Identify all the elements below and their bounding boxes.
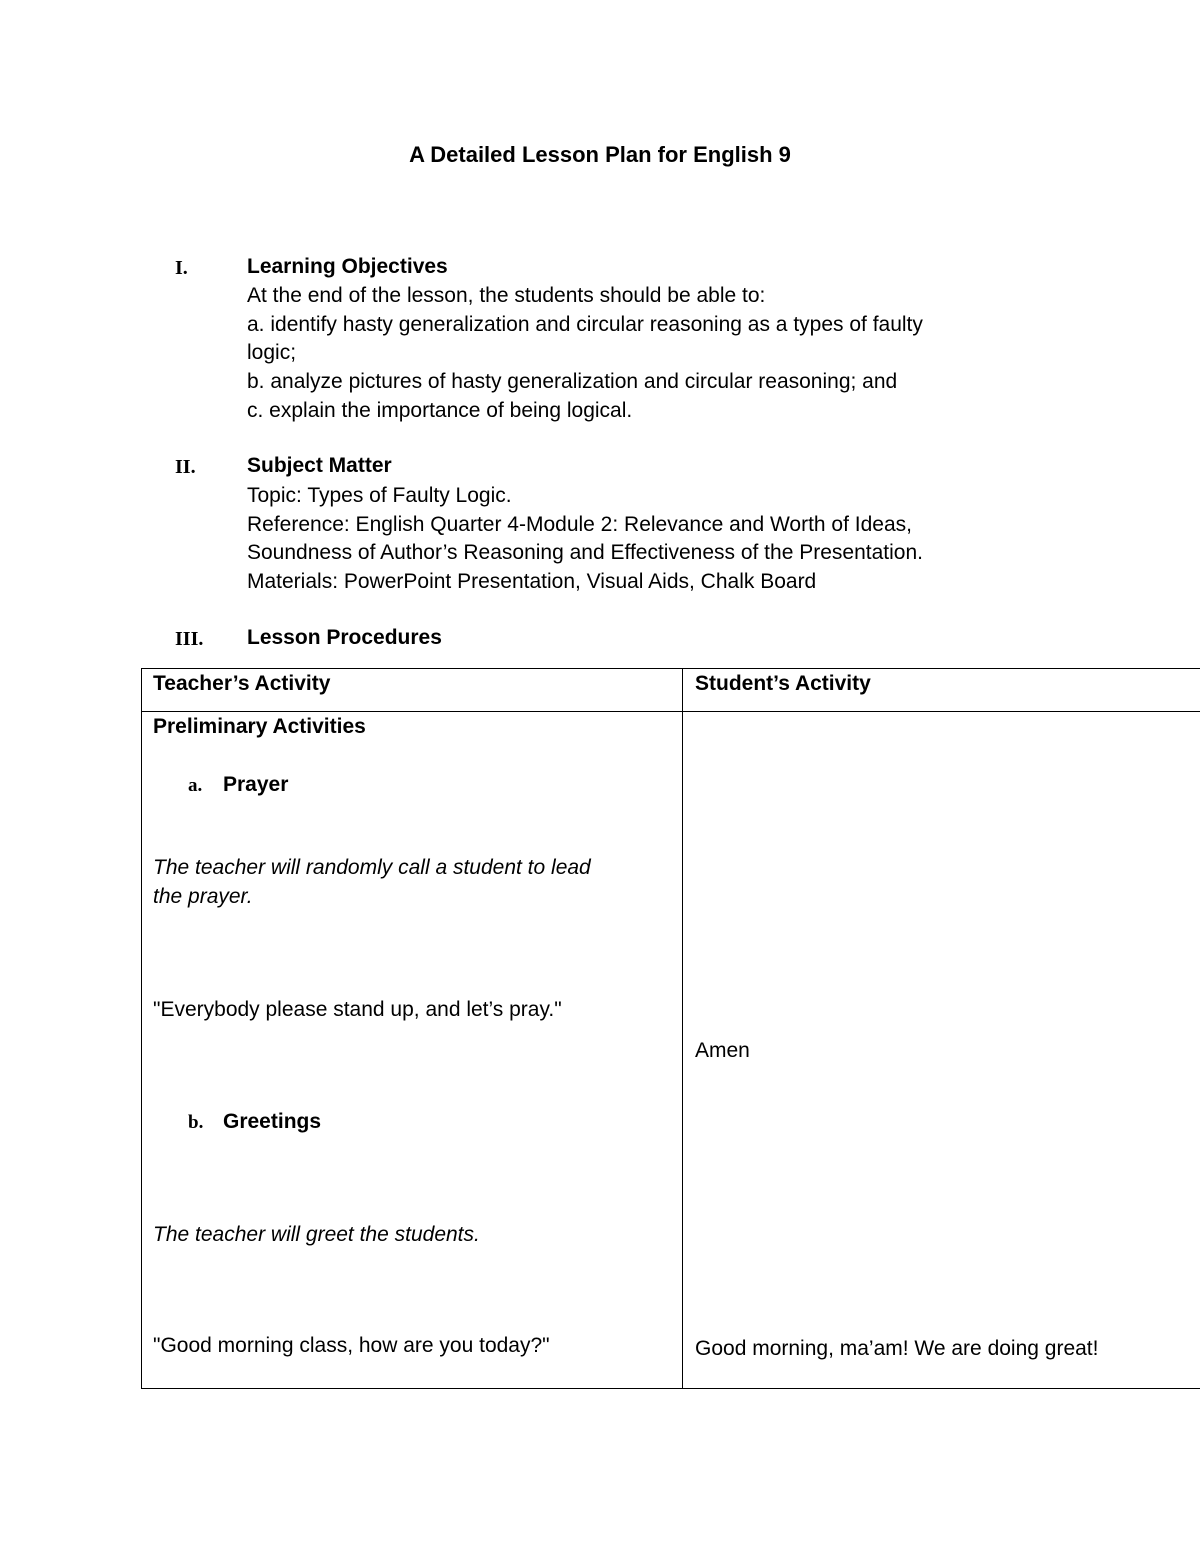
greetings-heading: Greetings [223,1110,322,1133]
materials-line: Materials: PowerPoint Presentation, Visual Aids, Chalk Board [247,570,817,594]
header-student-activity: Student’s Activity [695,672,871,695]
section-heading: Learning Objectives [247,255,448,278]
reference-line: Reference: English Quarter 4-Module 2: Relevance and Worth of Ideas, [247,512,912,536]
header-teacher-activity: Teacher’s Activity [153,672,331,695]
greetings-instruction: The teacher will greet the students. [153,1223,480,1246]
section-heading: Lesson Procedures [247,626,442,649]
objective-b: b. analyze pictures of hasty generalization and circular reasoning; and [247,370,898,394]
objective-c: c. explain the importance of being logical. [247,398,633,422]
topic-line: Topic: Types of Faulty Logic. [247,484,512,507]
reference-line-continued: Soundness of Author’s Reasoning and Effectiveness of the Presentation. [247,541,923,565]
prayer-heading: Prayer [223,773,289,796]
section-numeral: I. [175,257,188,279]
document-title: A Detailed Lesson Plan for English 9 [409,142,791,167]
prayer-letter: a. [188,775,203,796]
objectives-intro: At the end of the lesson, the students should be able to: [247,284,766,307]
prayer-instruction: The teacher will randomly call a student to lead [153,856,591,879]
lesson-procedures-table [141,668,1200,1389]
greetings-student-response: Good morning, ma’am! We are doing great! [695,1337,1099,1360]
prayer-student-response: Amen [695,1039,750,1062]
prayer-instruction-continued: the prayer. [153,885,253,908]
preliminary-activities-heading: Preliminary Activities [153,715,366,738]
objective-a-continued: logic; [247,341,297,365]
section-numeral: II. [175,456,196,478]
prayer-teacher-quote: "Everybody please stand up, and let’s pray." [153,998,562,1021]
objective-a: a. identify hasty generalization and circular reasoning as a types of faulty [247,312,923,336]
table-column-divider [682,669,683,1388]
section-heading: Subject Matter [247,454,392,477]
greetings-letter: b. [188,1112,204,1133]
section-numeral: III. [175,628,204,650]
table-header-divider [142,711,1200,712]
greetings-teacher-quote: "Good morning class, how are you today?" [153,1334,550,1357]
